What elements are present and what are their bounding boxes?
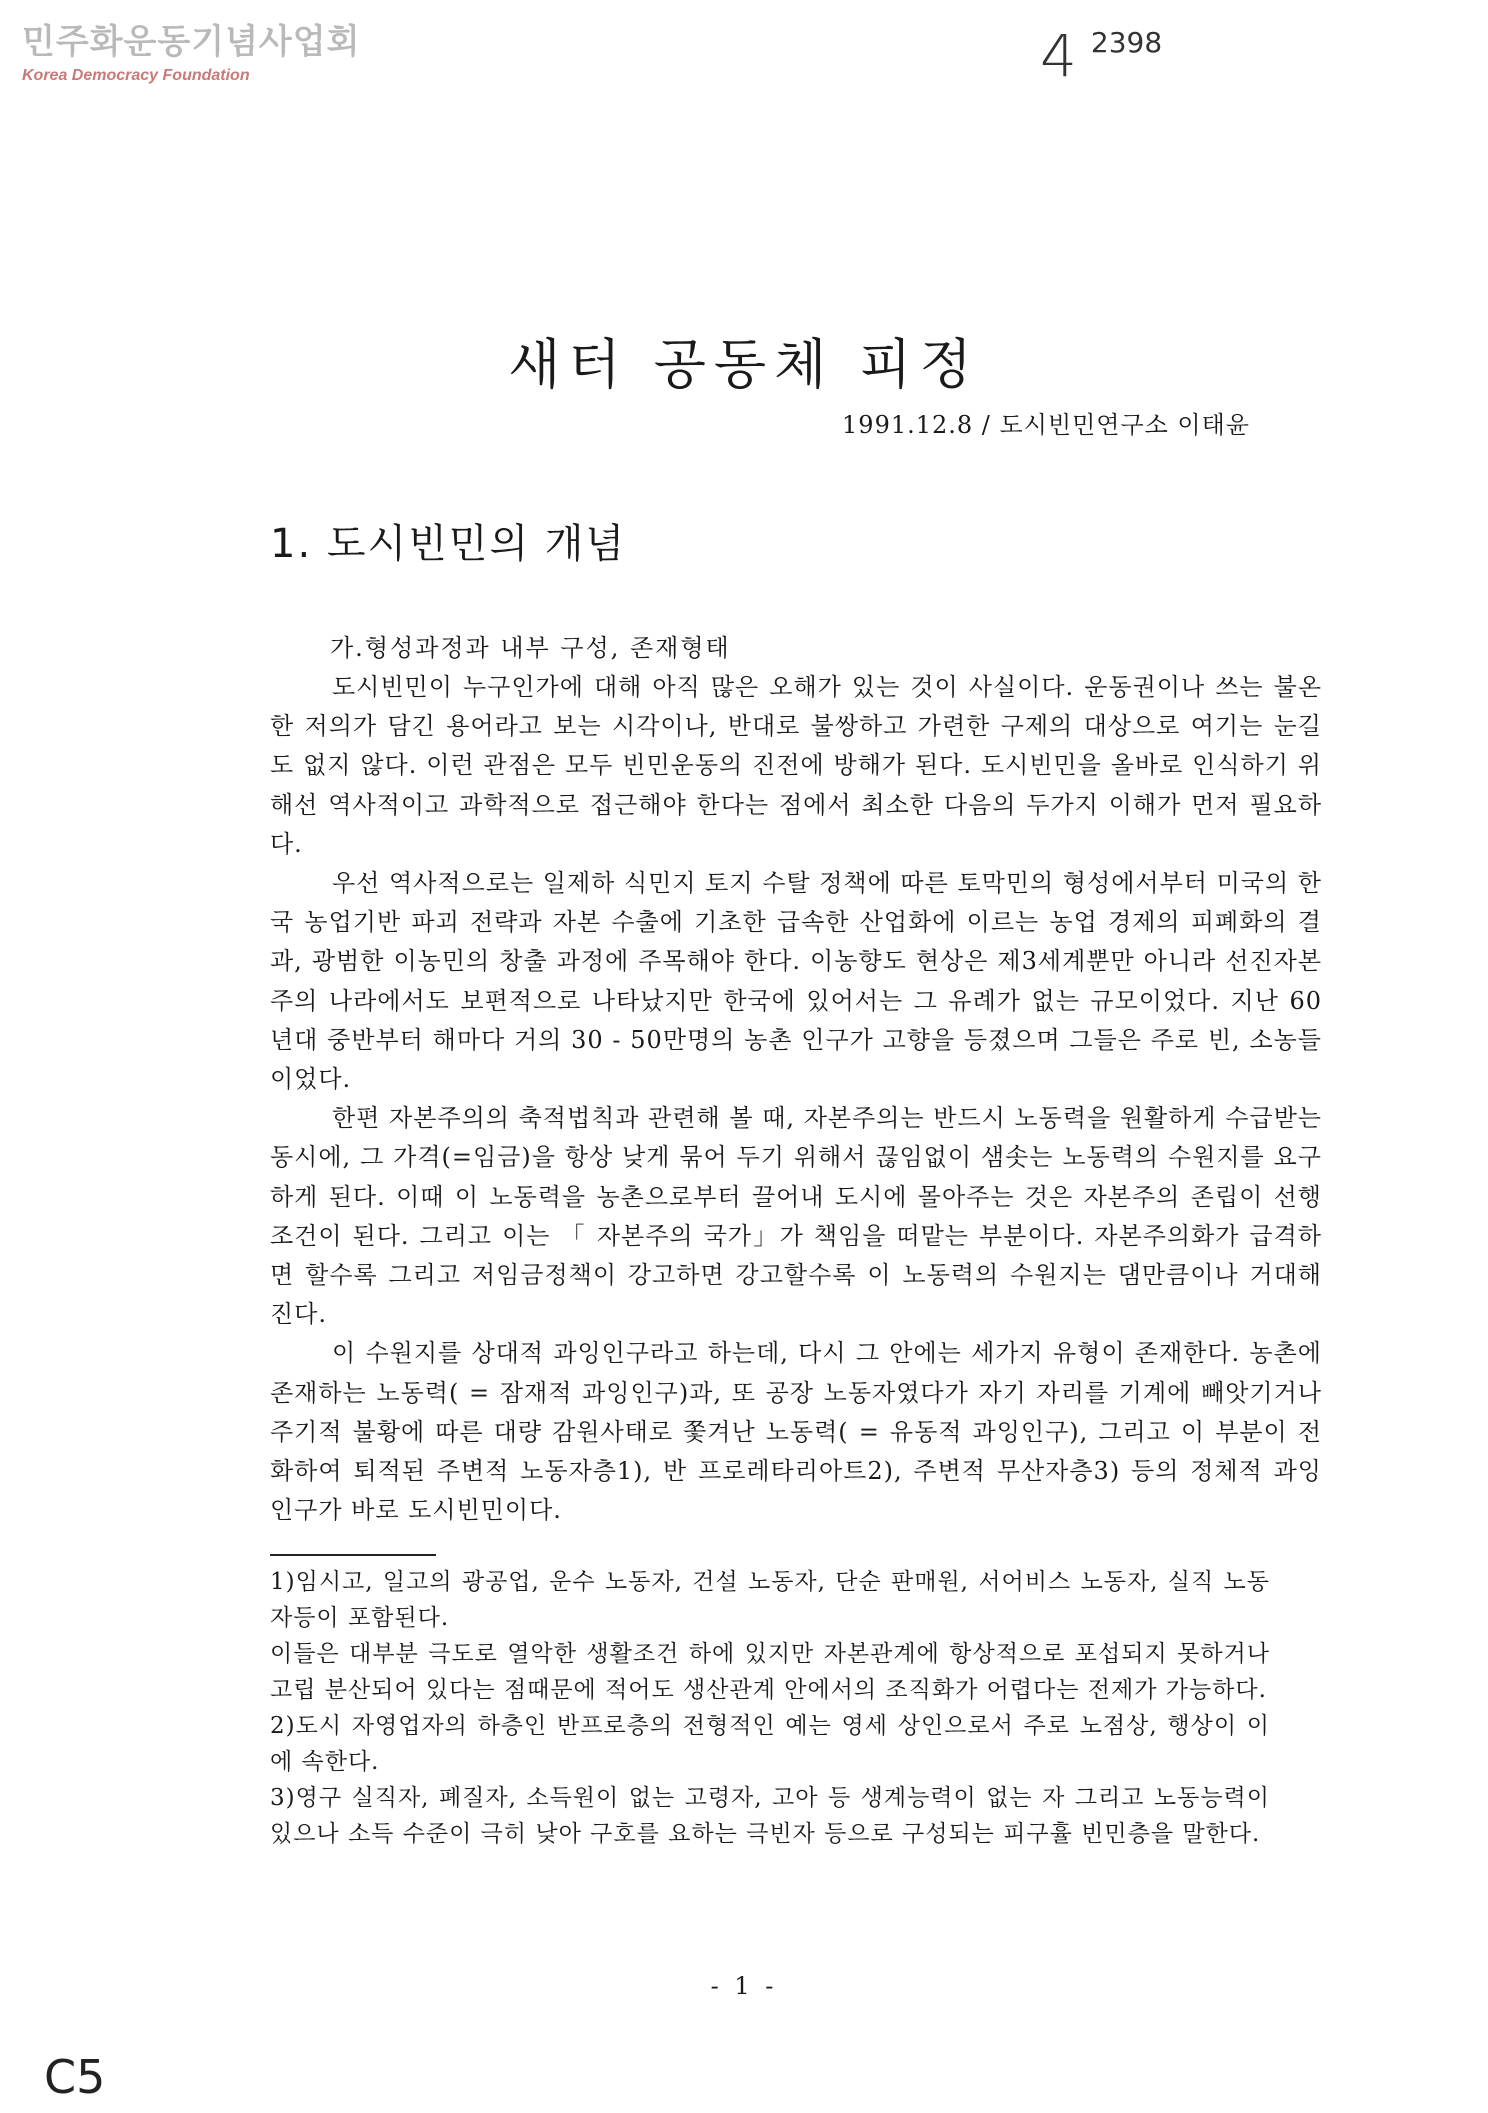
archive-number: [1040, 22, 1162, 90]
body-text: [270, 668, 1322, 1530]
paragraph: 한편 자본주의의 축적법칙과 관련해 볼 때, 자본주의는 반드시 노동력을 원활하게 수급받는 동시에, 그 가격(=임금)을 항상 낮게 묶어 두기 위해서 끊임없이 샘솟는 노동력의 수원지를 요구하게 된다. 이때 이 노동력을 농촌으로부터 끌어내 도시에 몰아주는 것은 자본주의 존립이 선행 조건이 된다. 그리고 이는 「 자본주의 국가」가 책임을 떠맡는 부분이다. 자본주의화가 급격하면 할수록 그리고 저임금정책이 강고하면 강고할수록 이 노동력의 수원지는 댐만큼이나 거대해진다.: [270, 1104, 1322, 1329]
document-title: 새터 공동체 피정: [508, 333, 980, 396]
paragraph: 이 수원지를 상대적 과잉인구라고 하는데, 다시 그 안에는 세가지 유형이 존재한다. 농촌에 존재하는 노동력( = 잠재적 과잉인구)과, 또 공장 노동자였다가 자기 자리를 기계에 빼앗기거나 주기적 불황에 따른 대량 감원사태로 쫓겨난 노동력( = 유동적 과잉인구), 그리고 이 부분이 전화하여 퇴적된 주변적 노동자층1), 반 프로레타리아트2), 주변적 무산자층3) 등의 정체적 과잉인구가 바로 도시빈민이다.: [270, 1339, 1322, 1525]
subheading: 가.형성과정과 내부 구성, 존재형태: [330, 634, 731, 662]
watermark: [22, 22, 360, 86]
footnote: 이들은 대부분 극도로 열악한 생활조건 하에 있지만 자본관계에 항상적으로 포섭되지 못하거나 고립 분산되어 있다는 점때문에 적어도 생산관계 안에서의 조직화가 어렵다는 전제가 가능하다.: [270, 1641, 1270, 1703]
section-heading: 1. 도시빈민의 개념: [270, 521, 627, 567]
watermark-korean: 민주화운동기념사업회: [22, 22, 361, 62]
paragraph: 도시빈민이 누구인가에 대해 아직 많은 오해가 있는 것이 사실이다. 운동권이나 쓰는 불온한 저의가 담긴 용어라고 보는 시각이나, 반대로 불쌍하고 가련한 구제의 대상으로 여기는 눈길도 없지 않다. 이런 관점은 모두 빈민운동의 진전에 방해가 된다. 도시빈민을 올바로 인식하기 위해선 역사적이고 과학적으로 접근해야 한다는 점에서 최소한 다음의 두가지 이해가 먼저 필요하다.: [270, 673, 1322, 858]
footnote: 3)영구 실직자, 폐질자, 소득원이 없는 고령자, 고아 등 생계능력이 없는 자 그리고 노동능력이 있으나 소득 수준이 극히 낮아 구호를 요하는 극빈자 등으로 구성되는 피구휼 빈민층을 말한다.: [270, 1785, 1270, 1847]
page-number: - 1 -: [710, 1972, 778, 2000]
watermark-english: Korea Democracy Foundation: [22, 67, 250, 84]
footnote: 2)도시 자영업자의 하층인 반프로층의 전형적인 예는 영세 상인으로서 주로 노점상, 행상이 이에 속한다.: [270, 1713, 1270, 1775]
dateline: 1991.12.8 / 도시빈민연구소 이태윤: [842, 411, 1250, 439]
footnote: 1)임시고, 일고의 광공업, 운수 노동자, 건설 노동자, 단순 판매원, 서어비스 노동자, 실직 노동자등이 포함된다.: [270, 1569, 1270, 1631]
footnote-divider: [270, 1554, 436, 1556]
paragraph: 우선 역사적으로는 일제하 식민지 토지 수탈 정책에 따른 토막민의 형성에서부터 미국의 한국 농업기반 파괴 전략과 자본 수출에 기초한 급속한 산업화에 이르는 농업 경제의 피폐화의 결과, 광범한 이농민의 창출 과정에 주목해야 한다. 이농향도 현상은 제3세계뿐만 아니라 선진자본주의 나라에서도 보편적으로 나타났지만 한국에 있어서는 그 유례가 없는 규모이었다. 지난 60년대 중반부터 해마다 거의 30 - 50만명의 농촌 인구가 고향을 등졌으며 그들은 주로 빈, 소농들이었다.: [270, 869, 1322, 1094]
footnotes: [270, 1564, 1270, 1852]
archive-number-sub: 2398: [1090, 26, 1163, 59]
handwritten-mark: C5: [44, 2050, 106, 2104]
archive-number-main: 4: [1040, 22, 1077, 90]
